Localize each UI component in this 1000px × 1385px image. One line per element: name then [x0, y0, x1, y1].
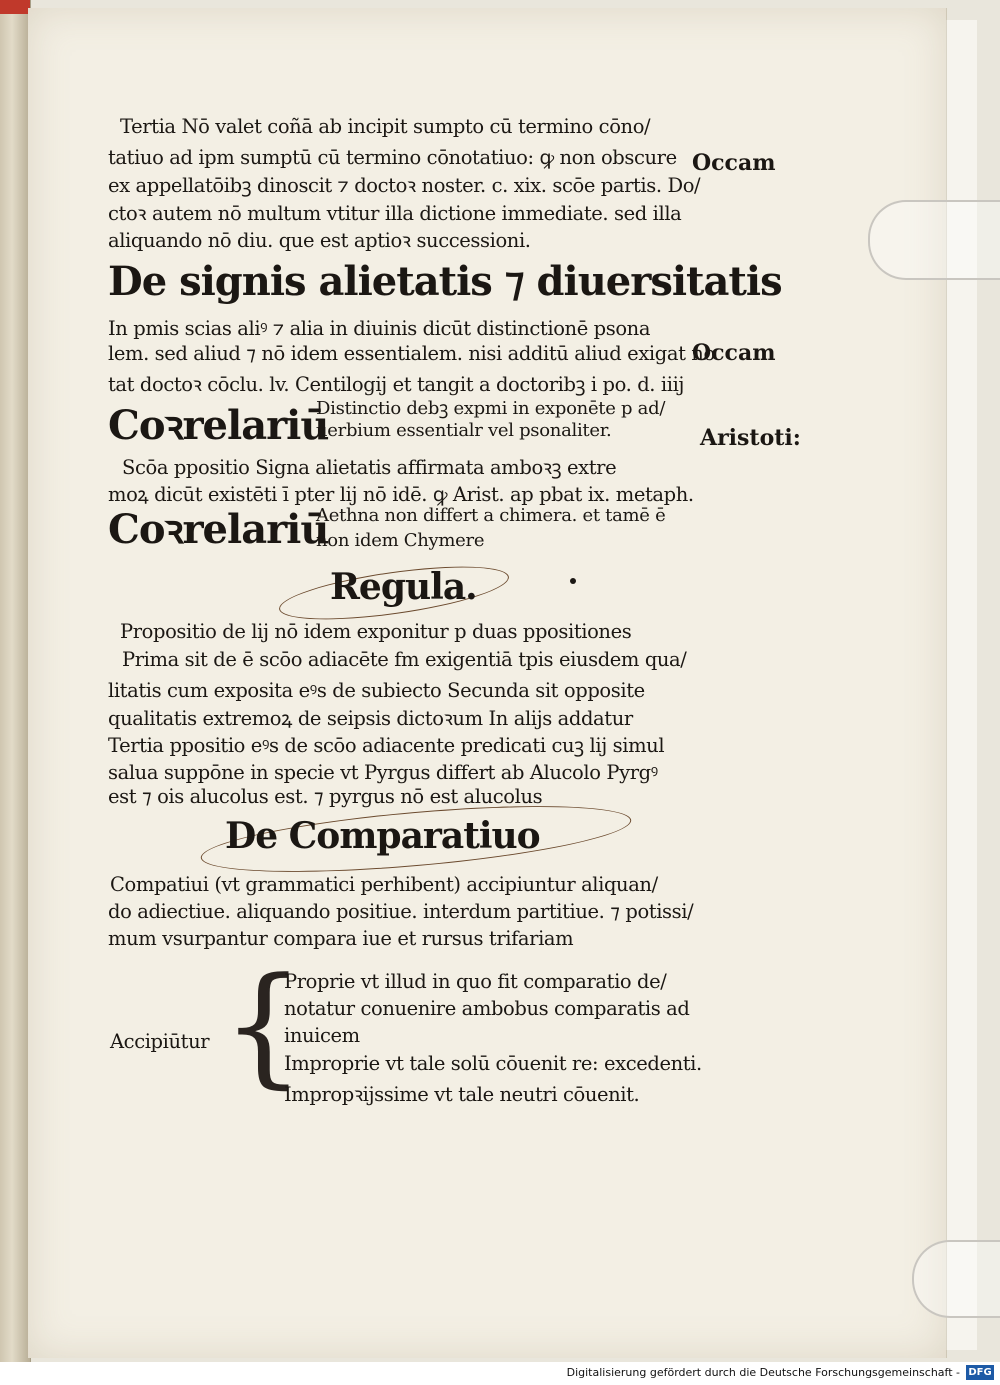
text-line: est ⁊ ois alucolus est. ⁊ pyrgus nō est alucolus: [108, 785, 543, 808]
margin-note: Occam: [692, 150, 776, 176]
text-line: Tertia ppositio eꝰs de scōo adiacente predicati cuꝫ lij simul: [108, 734, 665, 757]
text-line: aliquando nō diu. que est aptioꝛ successioni.: [108, 229, 531, 252]
brace-glyph: {: [222, 949, 305, 1101]
page-clip-top: [868, 200, 1000, 280]
margin-note: Occam: [692, 340, 776, 366]
text-line: Tertia Nō valet coñā ab incipit sumpto cū termino cōno/: [120, 115, 651, 138]
text-line: uerbium essentialr vel psonaliter.: [316, 420, 612, 441]
text-line: mum vsurpantur compara iue et rursus trifariam: [108, 927, 574, 950]
text-line: non idem Chymere: [316, 530, 485, 551]
page-clip-bottom: [912, 1240, 1000, 1318]
text-line: Improprie vt tale solū cōuenit re: excedenti.: [284, 1052, 702, 1075]
text-line: Scōa ppositio Signa alietatis affirmata amboꝛꝫ extre: [122, 456, 617, 479]
bookmark-tab: [0, 0, 30, 14]
text-line: Propositio de lij nō idem exponitur p duas ppositiones: [120, 620, 632, 643]
text-line: Aethna non differt a chimera. et tamē ē: [316, 505, 666, 526]
margin-note: Aristoti:: [700, 425, 801, 451]
correlarium-label: Coꝛrelariū: [108, 506, 329, 553]
section-heading: Regula.: [330, 566, 477, 608]
text-line: Impropꝛijssime vt tale neutri cōuenit.: [284, 1083, 640, 1106]
text-line: Distinctio debꝫ expmi in exponēte p ad/: [316, 398, 666, 419]
dfg-logo: DFG: [966, 1365, 994, 1380]
text-line: qualitatis extremoꝝ de seipsis dictoꝛum In alijs addatur: [108, 707, 633, 730]
text-line: notatur conuenire ambobus comparatis ad: [284, 997, 690, 1020]
footer-bar: [0, 1362, 1000, 1385]
text-line: Compatiui (vt grammatici perhibent) accipiuntur aliquan/: [110, 873, 658, 896]
brace-label: Accipiūtur: [110, 1030, 210, 1053]
text-line: ctoꝛ autem nō multum vtitur illa dictione immediate. sed illa: [108, 202, 682, 225]
ornament-dot: [570, 578, 576, 584]
section-heading: De signis alietatis ⁊ diuersitatis: [108, 258, 782, 305]
book-cover-edge: [0, 0, 31, 1370]
section-heading: De Comparatiuo: [225, 815, 540, 857]
text-line: inuicem: [284, 1024, 360, 1047]
text-line: tatiuo ad ipm sumptū cū termino cōnotatiuo: ꝙ non obscure: [108, 146, 677, 169]
text-line: In pmis scias aliꝰ ⁊ alia in diuinis dicūt distinctionē psona: [108, 317, 651, 340]
correlarium-label: Coꝛrelariū: [108, 402, 329, 449]
text-line: do adiectiue. aliquando positiue. interdum partitiue. ⁊ potissi/: [108, 900, 694, 923]
text-line: ex appellatōibꝫ dinoscit ⁊ doctoꝛ noster. c. xix. scōe partis. Do/: [108, 174, 701, 197]
text-line: moꝝ dicūt existēti ī pter lij nō idē. ꝙ Arist. ap pbat ix. metaph.: [108, 483, 694, 506]
text-line: litatis cum exposita eꝰs de subiecto Secunda sit opposite: [108, 679, 645, 702]
text-line: Prima sit de ē scōo adiacēte fm exigentiā tpis eiusdem qua/: [122, 648, 687, 671]
funding-notice: Digitalisierung gefördert durch die Deutsche Forschungsgemeinschaft -: [566, 1366, 960, 1379]
text-line: salua suppōne in specie vt Pyrgus differt ab Alucolo Pyrgꝰ: [108, 761, 658, 784]
text-line: Proprie vt illud in quo fit comparatio de/: [284, 970, 667, 993]
text-line: lem. sed aliud ⁊ nō idem essentialem. nisi additū aliud exigat no: [108, 342, 715, 365]
text-line: tat doctoꝛ cōclu. lv. Centilogij et tangit a doctoribꝫ i po. d. iiij: [108, 373, 685, 396]
